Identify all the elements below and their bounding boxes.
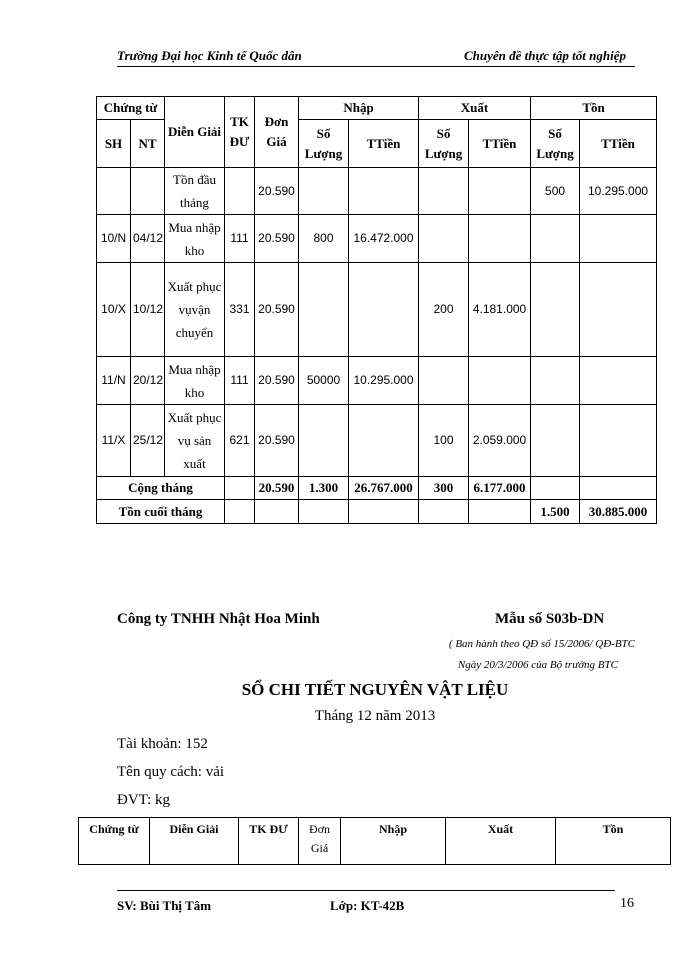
col-don-gia: Đơn Giá <box>299 818 341 865</box>
decree-line-2: Ngày 20/3/2006 của Bộ trưởng BTC <box>457 659 618 671</box>
second-ledger-table <box>78 817 671 865</box>
col-xuat-so-luong: Số Lượng <box>419 120 469 168</box>
cell-xuat-tt <box>469 357 531 405</box>
total-nhap-sl: 1.300 <box>299 477 349 500</box>
cell-xuat-sl <box>419 500 469 524</box>
closing-ton-tt: 30.885.000 <box>580 500 657 524</box>
cell-tk <box>225 500 255 524</box>
cell-nhap-tt <box>349 263 419 357</box>
cell-desc: Tồn đầu tháng <box>165 168 225 215</box>
cell-dongia <box>255 500 299 524</box>
cell-dongia: 20.590 <box>255 168 299 215</box>
material-ledger-table <box>96 96 657 524</box>
footer-divider <box>117 890 615 891</box>
cell-tk: 111 <box>225 215 255 263</box>
cell-sh: 11/N <box>97 357 131 405</box>
cell-nhap-tt: 16.472.000 <box>349 215 419 263</box>
cell-tk: 331 <box>225 263 255 357</box>
cell-dongia: 20.590 <box>255 405 299 477</box>
total-row <box>97 477 657 500</box>
account-line: Tài khoản: 152 <box>117 736 208 752</box>
total-dongia: 20.590 <box>255 477 299 500</box>
cell-xuat-tt <box>469 215 531 263</box>
cell-desc: Mua nhập kho <box>165 357 225 405</box>
cell-sh <box>97 168 131 215</box>
table-row <box>97 357 657 405</box>
header-report-title: Chuyên đề thực tập tốt nghiệp <box>464 48 626 63</box>
cell-nhap-tt: 10.295.000 <box>349 357 419 405</box>
cell-nhap-sl: 50000 <box>299 357 349 405</box>
cell-nhap-sl <box>299 263 349 357</box>
cell-desc: Mua nhập kho <box>165 215 225 263</box>
cell-sh: 10/N <box>97 215 131 263</box>
cell-ton-tt <box>580 405 657 477</box>
col-tk-du: TK ĐƯ <box>225 97 255 168</box>
cell-ton-tt <box>580 263 657 357</box>
col-nt: NT <box>131 120 165 168</box>
ledger-header-row-1 <box>97 97 657 120</box>
col-xuat: Xuất <box>446 818 556 865</box>
cell-ton-sl <box>531 405 580 477</box>
col-ton: Tồn <box>556 818 671 865</box>
cell-xuat-tt: 2.059.000 <box>469 405 531 477</box>
cell-xuat-tt: 4.181.000 <box>469 263 531 357</box>
unit-line: ĐVT: kg <box>117 792 170 808</box>
table-row <box>97 168 657 215</box>
col-nhap-so-luong: Số Lượng <box>299 120 349 168</box>
cell-nhap-tt <box>349 500 419 524</box>
header-divider <box>117 66 635 67</box>
cell-dongia: 20.590 <box>255 215 299 263</box>
spec-line: Tên quy cách: vải <box>117 764 225 780</box>
cell-desc: Xuất phục vụvận chuyển <box>165 263 225 357</box>
closing-ton-sl: 1.500 <box>531 500 580 524</box>
cell-ton-sl <box>531 357 580 405</box>
header-school: Trường Đại học Kinh tế Quốc dân <box>117 48 302 63</box>
total-ton-tt <box>580 477 657 500</box>
col-xuat-ttien: TTiền <box>469 120 531 168</box>
cell-nhap-sl: 800 <box>299 215 349 263</box>
total-nhap-tt: 26.767.000 <box>349 477 419 500</box>
cell-sh: 11/X <box>97 405 131 477</box>
cell-sh: 10/X <box>97 263 131 357</box>
cell-nt: 25/12 <box>131 405 165 477</box>
col-ton-ttien: TTiền <box>580 120 657 168</box>
cell-nhap-tt <box>349 168 419 215</box>
cell-nt <box>131 168 165 215</box>
cell-desc: Xuất phục vụ sản xuất <box>165 405 225 477</box>
cell-tk: 621 <box>225 405 255 477</box>
table-row <box>97 405 657 477</box>
cell-xuat-sl <box>419 357 469 405</box>
cell-tk <box>225 168 255 215</box>
cell-dongia: 20.590 <box>255 263 299 357</box>
cell-nhap-sl <box>299 500 349 524</box>
cell-xuat-tt <box>469 168 531 215</box>
ledger-book-title: SỔ CHI TIẾT NGUYÊN VẬT LIỆU <box>241 680 509 699</box>
company-name: Công ty TNHH Nhật Hoa Minh <box>117 611 320 627</box>
cell-ton-sl <box>531 263 580 357</box>
cell-nt: 10/12 <box>131 263 165 357</box>
table-row <box>97 263 657 357</box>
total-ton-sl <box>531 477 580 500</box>
total-label: Cộng tháng <box>97 477 225 500</box>
table-row <box>97 215 657 263</box>
ledger-book-month: Tháng 12 năm 2013 <box>314 708 436 724</box>
cell-ton-tt: 10.295.000 <box>580 168 657 215</box>
col-ton-so-luong: Số Lượng <box>531 120 580 168</box>
col-nhap-ttien: TTiền <box>349 120 419 168</box>
cell-xuat-tt <box>469 500 531 524</box>
total-xuat-sl: 300 <box>419 477 469 500</box>
form-number: Mẫu số S03b-DN <box>495 611 605 627</box>
closing-row <box>97 500 657 524</box>
col-nhap: Nhập <box>341 818 446 865</box>
decree-line-1: ( Ban hành theo QĐ số 15/2006/ QĐ-BTC <box>448 638 635 650</box>
col-dien-giai: Diễn Giải <box>165 97 225 168</box>
cell-tk: 111 <box>225 357 255 405</box>
cell-ton-tt <box>580 215 657 263</box>
col-chung-tu: Chứng từ <box>97 97 165 120</box>
cell-xuat-sl <box>419 215 469 263</box>
cell-ton-sl <box>531 215 580 263</box>
cell-nhap-tt <box>349 405 419 477</box>
footer-student: SV: Bùi Thị Tâm <box>117 898 212 913</box>
cell-nhap-sl <box>299 405 349 477</box>
cell-ton-tt <box>580 357 657 405</box>
page-number: 16 <box>620 896 634 911</box>
second-header-row <box>79 818 671 865</box>
col-dien-giai: Diễn Giải <box>150 818 239 865</box>
col-tk-du: TK ĐƯ <box>239 818 299 865</box>
cell-xuat-sl: 200 <box>419 263 469 357</box>
col-sh: SH <box>97 120 131 168</box>
closing-label: Tồn cuối tháng <box>97 500 225 524</box>
cell-nhap-sl <box>299 168 349 215</box>
total-xuat-tt: 6.177.000 <box>469 477 531 500</box>
col-don-gia: Đơn Giá <box>255 97 299 168</box>
footer-class: Lớp: KT-42B <box>330 898 405 913</box>
cell-xuat-sl: 100 <box>419 405 469 477</box>
cell-nt: 04/12 <box>131 215 165 263</box>
col-ton: Tồn <box>531 97 657 120</box>
cell-tk <box>225 477 255 500</box>
col-xuat: Xuất <box>419 97 531 120</box>
col-chung-tu: Chứng từ <box>79 818 150 865</box>
col-nhap: Nhập <box>299 97 419 120</box>
cell-dongia: 20.590 <box>255 357 299 405</box>
cell-xuat-sl <box>419 168 469 215</box>
cell-ton-sl: 500 <box>531 168 580 215</box>
cell-nt: 20/12 <box>131 357 165 405</box>
